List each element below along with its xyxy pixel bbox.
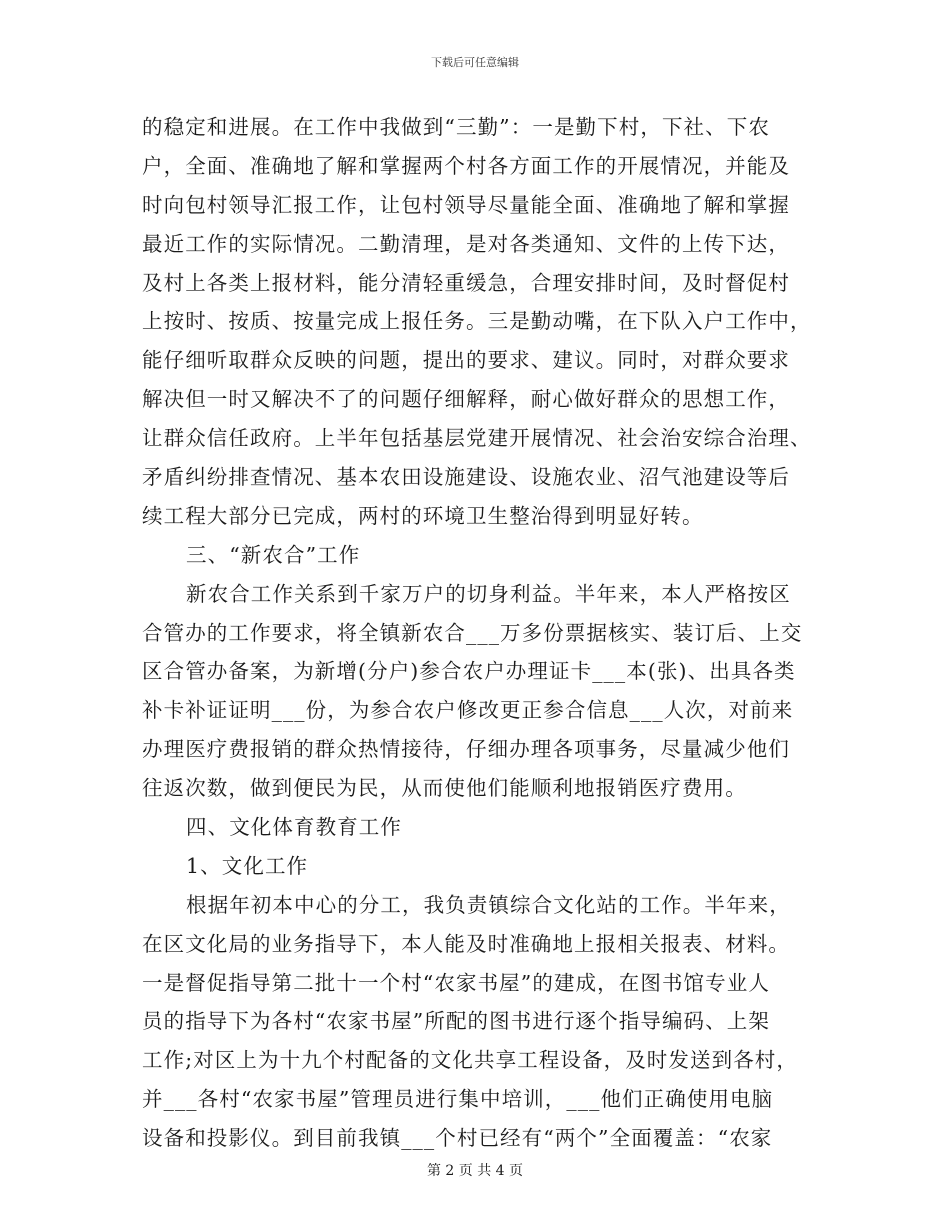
text-line: 一是督促指导第二批十一个村“农家书屋”的建成，在图书馆专业人: [142, 970, 770, 995]
text-line: 的稳定和进展。在工作中我做到“三勤”：一是勤下村，下社、下农: [142, 115, 770, 139]
text-line: 并___各村“农家书屋”管理员进行集中培训，___他们正确使用电脑: [142, 1087, 774, 1112]
text-line: 区合管办备案，为新增(分户)参合农户办理证卡___本(张)、出具各类: [142, 659, 796, 684]
text-line: 四、文化体育教育工作: [186, 815, 402, 840]
text-line: 最近工作的实际情况。二勤清理，是对各类通知、文件的上传下达，: [142, 231, 790, 256]
text-line: 工作;对区上为十九个村配备的文化共享工程设备，及时发送到各村，: [142, 1048, 799, 1073]
document-body: [142, 108, 810, 1158]
text-line: 让群众信任政府。上半年包括基层党建开展情况、社会治安综合治理、: [142, 426, 812, 451]
text-line: 1、文化工作: [186, 853, 309, 878]
text-line: 矛盾纠纷排查情况、基本农田设施建设、设施农业、沼气池建设等后: [142, 465, 790, 490]
text-line: 合管办的工作要求，将全镇新农合___万多份票据核实、装订后、上交: [142, 620, 803, 645]
page-header: 下载后可任意编辑: [431, 56, 519, 69]
text-line: 办理医疗费报销的群众热情接待，仔细办理各项事务，尽量减少他们: [142, 737, 790, 762]
text-line: 在区文化局的业务指导下，本人能及时准确地上报相关报表、材料。: [142, 931, 790, 956]
text-line: 上按时、按质、按量完成上报任务。三是勤动嘴，在下队入户工作中，: [142, 309, 812, 334]
text-line: 根据年初本中心的分工，我负责镇综合文化站的工作。半年来，: [186, 892, 791, 917]
text-line: 能仔细听取群众反映的问题，提出的要求、建议。同时，对群众要求: [142, 348, 790, 373]
text-line: 续工程大部分已完成，两村的环境卫生整治得到明显好转。: [142, 503, 704, 528]
text-line: 解决但一时又解决不了的问题仔细解释，耐心做好群众的思想工作，: [142, 387, 790, 412]
text-line: 往返次数，做到便民为民，从而使他们能顺利地报销医疗费用。: [142, 776, 747, 801]
text-line: 员的指导下为各村“农家书屋”所配的图书进行逐个指导编码、上架: [142, 1009, 770, 1034]
text-line: 三、“新农合”工作: [186, 542, 361, 567]
text-line: 时向包村领导汇报工作，让包村领导尽量能全面、准确地了解和掌握: [142, 192, 790, 217]
text-line: 户，全面、准确地了解和掌握两个村各方面工作的开展情况，并能及: [142, 153, 790, 178]
text-line: 补卡补证证明___份，为参合农户修改更正参合信息___人次，对前来: [142, 698, 794, 723]
page-footer: 第 2 页 共 4 页: [426, 1163, 524, 1179]
text-line: 设备和投影仪。到目前我镇___个村已经有“两个”全面覆盖：“农家: [142, 1126, 773, 1151]
text-line: 及村上各类上报材料，能分清轻重缓急，合理安排时间，及时督促村: [142, 270, 790, 295]
text-line: 新农合工作关系到千家万户的切身利益。半年来，本人严格按区: [186, 581, 791, 606]
